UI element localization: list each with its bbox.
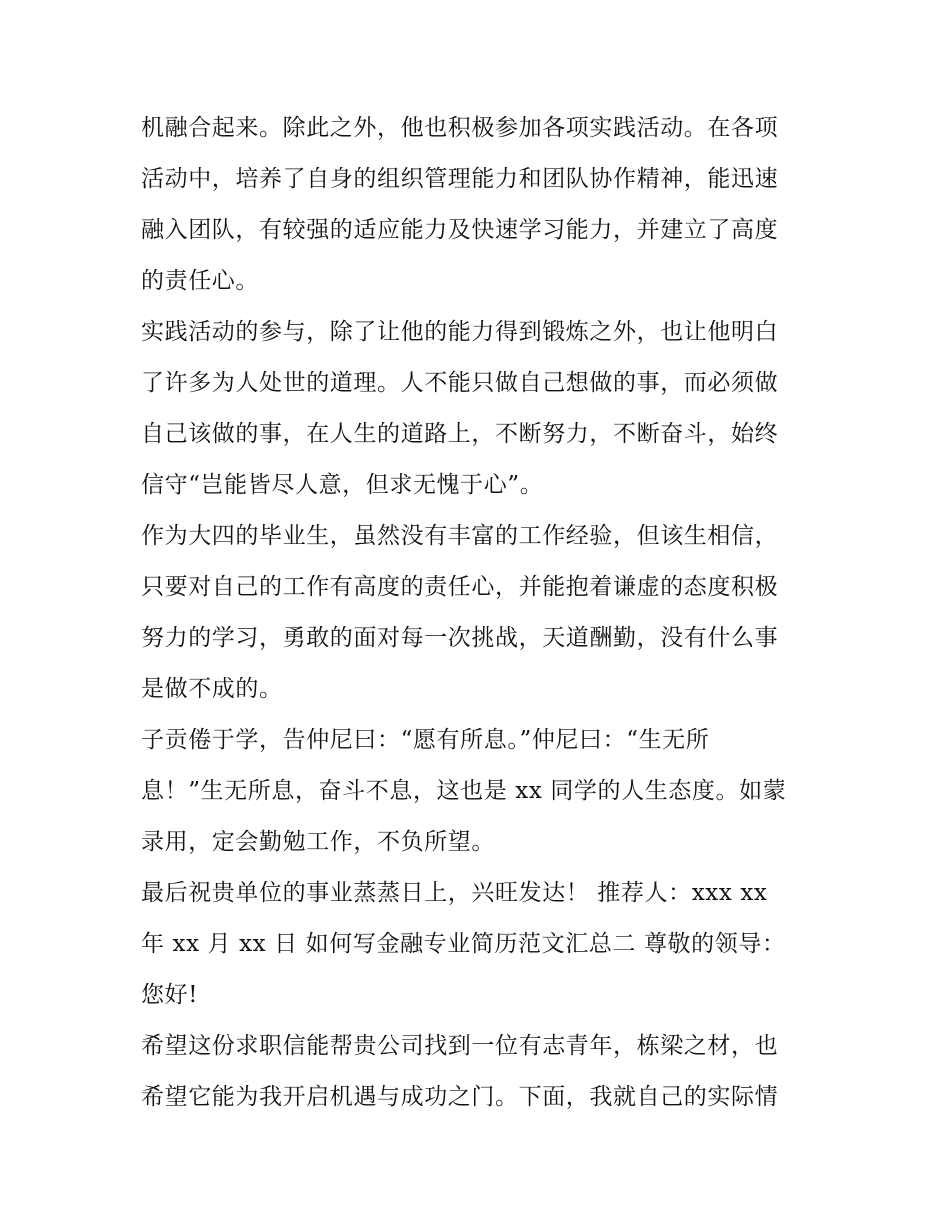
- text-line: 实践活动的参与，除了让他的能力得到锻炼之外，也让他明白: [141, 319, 779, 345]
- text-line: 是做不成的。: [141, 676, 283, 702]
- text-line: 希望它能为我开启机遇与成功之门。下面，我就自己的实际情: [141, 1084, 779, 1110]
- text-line: 年 xx 月 xx 日 如何写金融专业简历范文汇总二 尊敬的领导：: [141, 931, 786, 957]
- text-line: 了许多为人处世的道理。人不能只做自己想做的事，而必须做: [141, 370, 779, 396]
- text-line: 子贡倦于学，告仲尼曰：“愿有所息。”仲尼曰：“生无所: [141, 727, 710, 753]
- text-line: 作为大四的毕业生，虽然没有丰富的工作经验，但该生相信，: [141, 523, 779, 549]
- text-line: 的责任心。: [141, 268, 259, 294]
- text-line: 息！”生无所息，奋斗不息，这也是 xx 同学的人生态度。如蒙: [141, 778, 787, 804]
- text-line: 活动中，培养了自身的组织管理能力和团队协作精神，能迅速: [141, 166, 779, 192]
- text-line: 自己该做的事，在人生的道路上，不断努力，不断奋斗，始终: [141, 421, 779, 447]
- text-line: 融入团队，有较强的适应能力及快速学习能力，并建立了高度: [141, 217, 779, 243]
- text-line: 录用，定会勤勉工作，不负所望。: [141, 829, 495, 855]
- text-line: 努力的学习，勇敢的面对每一次挑战，天道酬勤，没有什么事: [141, 625, 779, 651]
- text-line: 机融合起来。除此之外，他也积极参加各项实践活动。在各项: [141, 115, 779, 141]
- text-line: 信守“岂能皆尽人意，但求无愧于心”。: [141, 472, 544, 498]
- text-line: 只要对自己的工作有高度的责任心，并能抱着谦虚的态度积极: [141, 574, 779, 600]
- text-line: 希望这份求职信能帮贵公司找到一位有志青年，栋梁之材，也: [141, 1033, 779, 1059]
- text-line: 您好!: [141, 982, 199, 1008]
- document-body: [141, 103, 831, 1123]
- text-line: 最后祝贵单位的事业蒸蒸日上，兴旺发达！ 推荐人：xxx xx: [141, 880, 768, 906]
